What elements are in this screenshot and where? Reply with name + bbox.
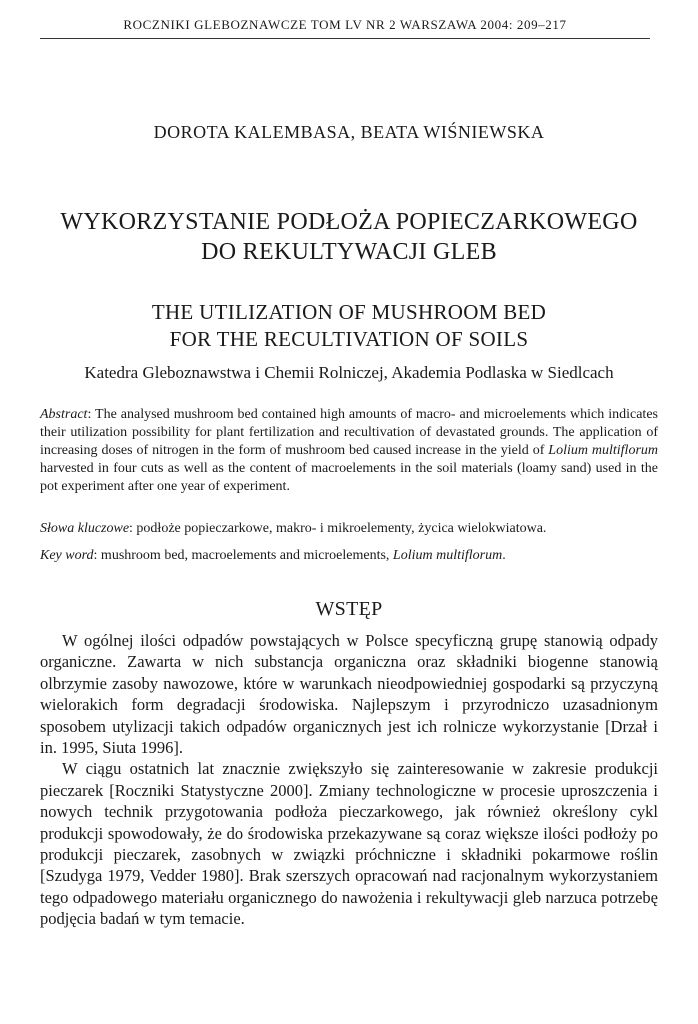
paragraph-2: W ciągu ostatnich lat znacznie zwiększyło się zainteresowanie w zakresie produkcji pieczarek [Roczniki Statystyczne 2000]. Zmiany technologiczne w procesie uproszczenia i nowych technik przygotowania podłoża pieczarkowego, jak również określony cykl produkcji spowodowały, że do środowiska przekazywane są coraz większe ilości podłoży po produkcji pieczarek, zasobnych w związki próchniczne i składniki pokarmowe roślin [Szudyga 1979, Vedder 1980]. Brak szerszych opracowań nad racjonalnym wykorzystaniem tego odpadowego materiału organicznego do nawożenia i rekultywacji gleb narzuca potrzebę podjęcia badań w tym temacie.: [40, 759, 658, 929]
title-english-line-2: FOR THE RECULTIVATION OF SOILS: [169, 327, 529, 351]
keywords-polish-text: : podłoże popieczarkowe, makro- i mikroelementy, życica wielokwiatowa.: [129, 521, 547, 536]
keywords-english-end: .: [502, 548, 506, 563]
abstract-label: Abstract: [40, 407, 88, 422]
paragraph-1: W ogólnej ilości odpadów powstających w Polsce specyficzną grupę stanowią odpady organiczne. Zawarta w nich substancja organiczna oraz składniki biogenne stanowią olbrzymie zasoby nawozowe, które w warunkach nieodpowiedniej gospodarki są przyczyną wielorakich form degradacji środowiska. Najlepszym i przyrodniczo uzasadnionym sposobem utylizacji takich odpadów organicznych jest ich rolnicze wykorzystanie [Drzał i in. 1995, Siuta 1996].: [40, 631, 658, 758]
header-rule: [40, 38, 650, 39]
title-polish: [0, 207, 698, 267]
title-polish-line-1: WYKORZYSTANIE PODŁOŻA POPIECZARKOWEGO: [60, 209, 638, 235]
running-head: ROCZNIKI GLEBOZNAWCZE TOM LV NR 2 WARSZAWA 2004: 209–217: [123, 17, 567, 32]
title-english: [0, 299, 698, 353]
keywords-english: [40, 547, 658, 565]
keywords-polish: [40, 520, 658, 538]
body-text: [40, 630, 658, 930]
abstract-species: Lolium multiflorum: [548, 443, 658, 458]
keywords-english-text: : mushroom bed, macroelements and microelements,: [93, 548, 393, 563]
keywords-english-species: Lolium multiflorum: [392, 548, 503, 563]
keywords-polish-label: Słowa kluczowe: [40, 521, 130, 536]
section-heading: WSTĘP: [315, 598, 383, 620]
title-english-line-1: THE UTILIZATION OF MUSHROOM BED: [151, 300, 547, 324]
abstract-text-2: harvested in four cuts as well as the content of macroelements in the soil materials (loamy sand) used in the pot experiment after one year of experiment.: [40, 461, 658, 494]
keywords-english-label: Key word: [40, 548, 94, 563]
authors: DOROTA KALEMBASA, BEATA WIŚNIEWSKA: [153, 122, 545, 142]
title-polish-line-2: DO REKULTYWACJI GLEB: [201, 239, 497, 265]
abstract: [40, 406, 658, 496]
affiliation: Katedra Gleboznawstwa i Chemii Rolniczej, Akademia Podlaska w Siedlcach: [84, 363, 614, 382]
abstract-text-1: : The analysed mushroom bed contained high amounts of macro- and microelements which indicates their utilization possibility for plant fertilization and recultivation of devastated grounds. The application of increasing doses of nitrogen in the form of mushroom bed caused increase in the yield of: [40, 407, 658, 458]
